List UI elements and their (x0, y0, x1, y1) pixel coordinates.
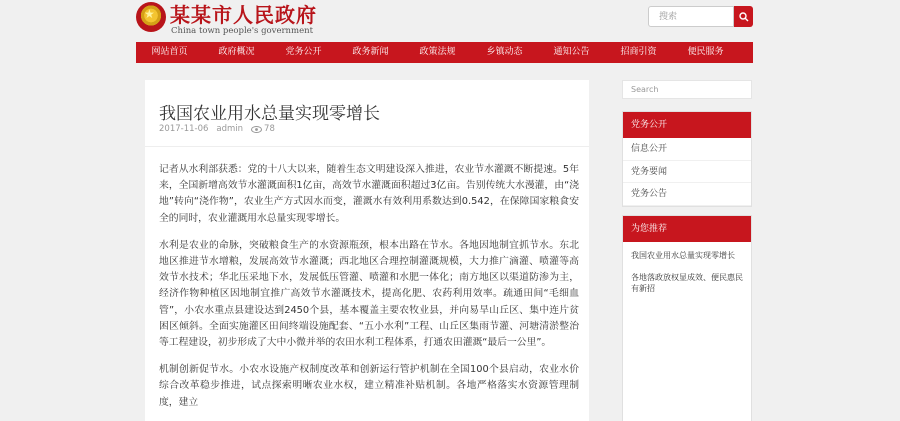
nav-item-township-news[interactable]: 乡镇动态 (486, 47, 523, 57)
nav-item-home[interactable]: 网站首页 (151, 47, 188, 57)
article-author: admin (216, 124, 244, 134)
recommended-link[interactable]: 我国农业用水总量实现零增长 (631, 251, 735, 260)
header-search-button[interactable] (734, 6, 753, 27)
site-title[interactable]: 某某市人民政府 (170, 3, 317, 27)
nav-item-public-services[interactable]: 便民服务 (687, 47, 724, 57)
nav-item-party-affairs[interactable]: 党务公开 (285, 47, 322, 57)
nav-item-government-overview[interactable]: 政府概况 (218, 47, 255, 57)
article-body (159, 162, 579, 421)
party-affairs-panel (622, 111, 752, 207)
main-nav (136, 42, 753, 63)
article-views: 78 (264, 124, 275, 134)
panel-title: 为您推荐 (623, 216, 751, 242)
divider (145, 146, 589, 147)
nav-item-policies[interactable]: 政策法规 (419, 47, 456, 57)
national-emblem-logo[interactable] (136, 2, 166, 32)
article-paragraph: 机制创新促节水。小农水设施产权制度改革和创新运行管护机制在全国100个县启动，农业水价综合改革稳步推进，试点探索明晰农业水权，建立精准补贴机制。各地严格落实水资源管理制度，建立 (159, 364, 579, 408)
sidebar-search-input[interactable] (622, 80, 752, 99)
header-search-input[interactable] (648, 6, 734, 27)
panel-title: 党务公开 (623, 112, 751, 138)
article-meta (159, 124, 283, 134)
site-subtitle: China town people's government (171, 26, 314, 36)
search-icon (739, 12, 749, 22)
article-date: 2017-11-06 (159, 124, 209, 134)
recommended-panel (622, 215, 752, 421)
sidebar-link-party-notices[interactable]: 党务公告 (623, 183, 751, 206)
article-paragraph: 记者从水利部获悉：党的十八大以来，随着生态文明建设深入推进，农业节水灌溉不断提速。5年来，全国新增高效节水灌溉面积1亿亩，高效节水灌溉面积超过3亿亩。告别传统大水漫灌，由“浇地”转向“浇作物”，农业生产方式因水而变，灌溉水有效利用系数达到0.542，在保障国家粮食安全的同时，农业灌溉用水总量实现零增长。 (159, 164, 579, 224)
article (145, 80, 589, 421)
sidebar-link-party-news[interactable]: 党务要闻 (623, 161, 751, 184)
sidebar-link-info-disclosure[interactable]: 信息公开 (623, 138, 751, 161)
header (0, 0, 900, 42)
article-title: 我国农业用水总量实现零增长 (159, 104, 380, 124)
eye-icon (251, 126, 262, 133)
article-paragraph: 水利是农业的命脉，突破粮食生产的水资源瓶颈，根本出路在节水。各地因地制宜抓节水。东北地区推进节水增粮，发展高效节水灌溉；西北地区合理控制灌溉规模，大力推广滴灌、喷灌等高效节水技术；华北压采地下水，发展低压管灌、喷灌和水肥一体化；南方地区以渠道防渗为主，经济作物种植区因地制宜推广高效节水灌溉技术，提高化肥、农药利用效率。疏通田间“毛细血管”，小农水重点县建设达到2450个县，基本覆盖主要农牧业县，并向易旱山丘区、集中连片贫困区倾斜。全面实施灌区田间终端设施配套、“五小水利”工程、山丘区集雨节灌、河塘清淤整治等工程建设，初步形成了大中小微并举的农田水利工程体系，打通农田灌溉“最后一公里”。 (159, 239, 579, 349)
nav-item-government-news[interactable]: 政务新闻 (352, 47, 389, 57)
recommended-link[interactable]: 各地落政放权显成效、便民惠民有新招 (631, 273, 743, 293)
nav-item-notices[interactable]: 通知公告 (553, 47, 590, 57)
nav-item-investment[interactable]: 招商引资 (620, 47, 657, 57)
